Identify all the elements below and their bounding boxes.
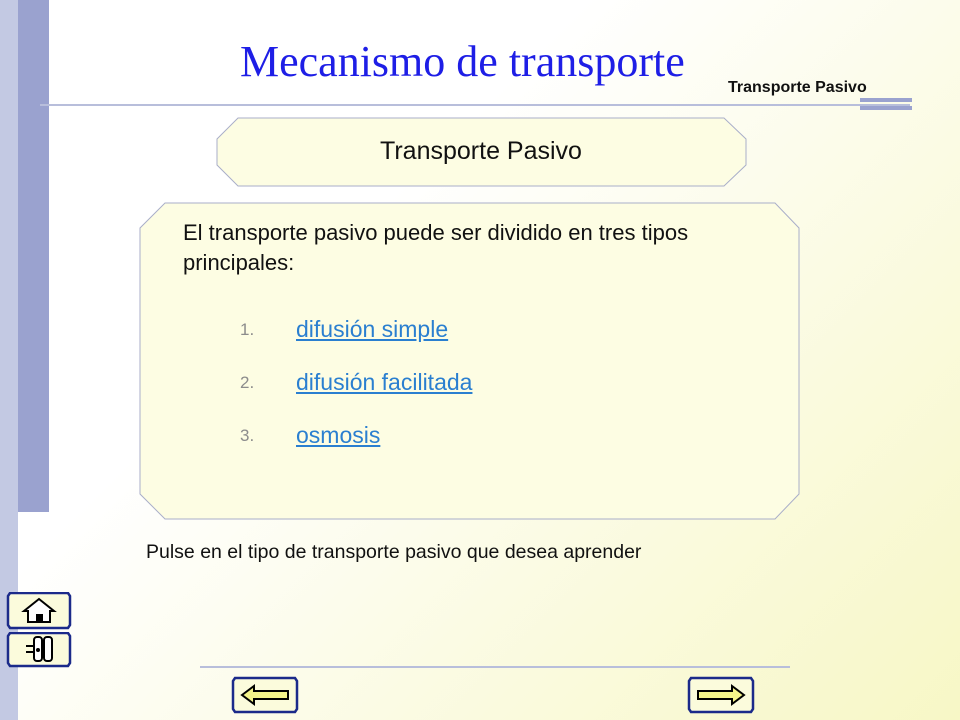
section-heading: Transporte Pasivo (380, 137, 582, 165)
home-button[interactable] (6, 592, 72, 630)
slide-title: Mecanismo de transporte (240, 37, 685, 86)
list-number: 1. (240, 320, 255, 339)
sidebar-stripe-dark (18, 0, 49, 512)
back-button[interactable] (230, 676, 300, 714)
top-divider-accent (860, 98, 912, 118)
section-label: Transporte Pasivo (728, 79, 867, 96)
list-number: 3. (240, 426, 255, 445)
forward-button[interactable] (686, 676, 756, 714)
bottom-divider (200, 666, 790, 668)
instruction-text: Pulse en el tipo de transporte pasivo que desea aprender (146, 541, 642, 563)
top-divider (40, 104, 910, 106)
link-difusion-facilitada[interactable]: difusión facilitada (296, 369, 473, 395)
link-osmosis[interactable]: osmosis (296, 422, 381, 448)
link-difusion-simple[interactable]: difusión simple (296, 316, 449, 342)
info-button[interactable] (6, 632, 72, 668)
list-number: 2. (240, 373, 255, 392)
intro-text: El transporte pasivo puede ser dividido en tres tipos principales: (183, 220, 689, 275)
